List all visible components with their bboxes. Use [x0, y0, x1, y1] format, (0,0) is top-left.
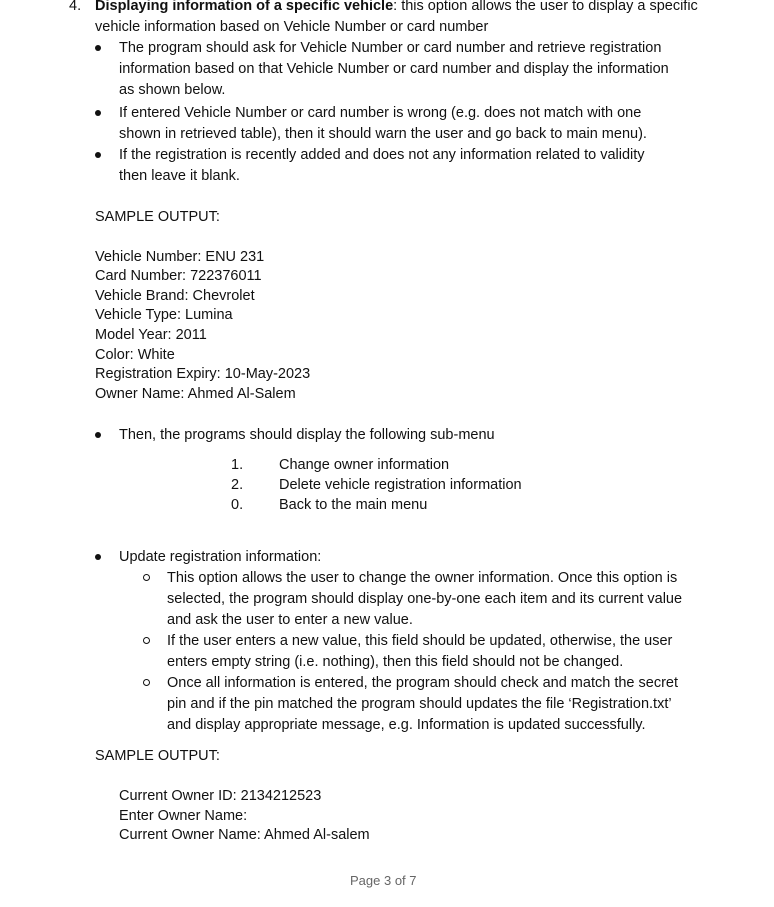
sub-bullet-icon	[143, 574, 150, 581]
sub-bullet-2-line-1: If the user enters a new value, this field should be updated, otherwise, the user	[167, 633, 673, 649]
page-number: Page 3 of 7	[350, 873, 417, 888]
output-line: Card Number: 722376011	[95, 268, 262, 284]
output-line: Current Owner ID: 2134212523	[119, 788, 322, 804]
sub-bullet-icon	[143, 679, 150, 686]
output-line: Registration Expiry: 10-May-2023	[95, 366, 311, 382]
output-line: Vehicle Number: ENU 231	[95, 249, 265, 265]
bullet-icon	[95, 45, 101, 51]
sub-bullet-icon	[143, 637, 150, 644]
submenu-item: Delete vehicle registration information	[279, 477, 522, 493]
bullet-icon	[95, 110, 101, 116]
bullet-icon	[95, 554, 101, 560]
output-line: Current Owner Name: Ahmed Al-salem	[119, 827, 370, 843]
sub-bullet-3-line-1: Once all information is entered, the program should check and match the secret	[167, 675, 678, 691]
output-line: Model Year: 2011	[95, 327, 207, 343]
sub-bullet-1-line-3: and ask the user to enter a new value.	[167, 612, 413, 628]
sample-output-label: SAMPLE OUTPUT:	[95, 748, 220, 764]
submenu-number: 2.	[231, 477, 244, 493]
section-heading	[95, 0, 698, 16]
submenu-item: Back to the main menu	[279, 497, 428, 513]
output-line: Vehicle Type: Lumina	[95, 307, 233, 323]
section-intro-line2: vehicle information based on Vehicle Number or card number	[95, 19, 489, 35]
section-number: 4.	[69, 0, 82, 14]
sample-output-label: SAMPLE OUTPUT:	[95, 209, 220, 225]
sub-bullet-1-line-2: selected, the program should display one-by-one each item and its current value	[167, 591, 683, 607]
output-line: Enter Owner Name:	[119, 808, 248, 824]
sub-bullet-3-line-3: and display appropriate message, e.g. Information is updated successfully.	[167, 717, 646, 733]
bullet-icon	[95, 152, 101, 158]
output-line: Color: White	[95, 347, 175, 363]
section-title: Displaying information of a specific vehicle	[95, 0, 394, 14]
section-intro: : this option allows the user to display a specific	[393, 0, 698, 14]
output-line: Vehicle Brand: Chevrolet	[95, 288, 255, 304]
then-bullet-text: Then, the programs should display the following sub-menu	[119, 427, 495, 443]
sub-bullet-3-line-2: pin and if the pin matched the program should updates the file ‘Registration.txt’	[167, 696, 672, 712]
sub-bullet-1-line-1: This option allows the user to change the owner information. Once this option is	[167, 570, 678, 586]
bullet-3-line-1: If the registration is recently added and does not any information related to validity	[119, 147, 645, 163]
sub-bullet-2-line-2: enters empty string (i.e. nothing), then this field should not be changed.	[167, 654, 624, 670]
bullet-3-line-2: then leave it blank.	[119, 168, 240, 184]
bullet-1-line-1: The program should ask for Vehicle Number or card number and retrieve registration	[119, 40, 662, 56]
bullet-1-line-3: as shown below.	[119, 82, 226, 98]
submenu-number: 0.	[231, 497, 244, 513]
bullet-icon	[95, 432, 101, 438]
bullet-2-line-2: shown in retrieved table), then it should warn the user and go back to main menu).	[119, 126, 647, 142]
output-line: Owner Name: Ahmed Al-Salem	[95, 386, 296, 402]
submenu-number: 1.	[231, 457, 244, 473]
submenu-item: Change owner information	[279, 457, 450, 473]
update-bullet-text: Update registration information:	[119, 549, 322, 565]
bullet-1-line-2: information based on that Vehicle Number or card number and display the information	[119, 61, 669, 77]
bullet-2-line-1: If entered Vehicle Number or card number is wrong (e.g. does not match with one	[119, 105, 642, 121]
